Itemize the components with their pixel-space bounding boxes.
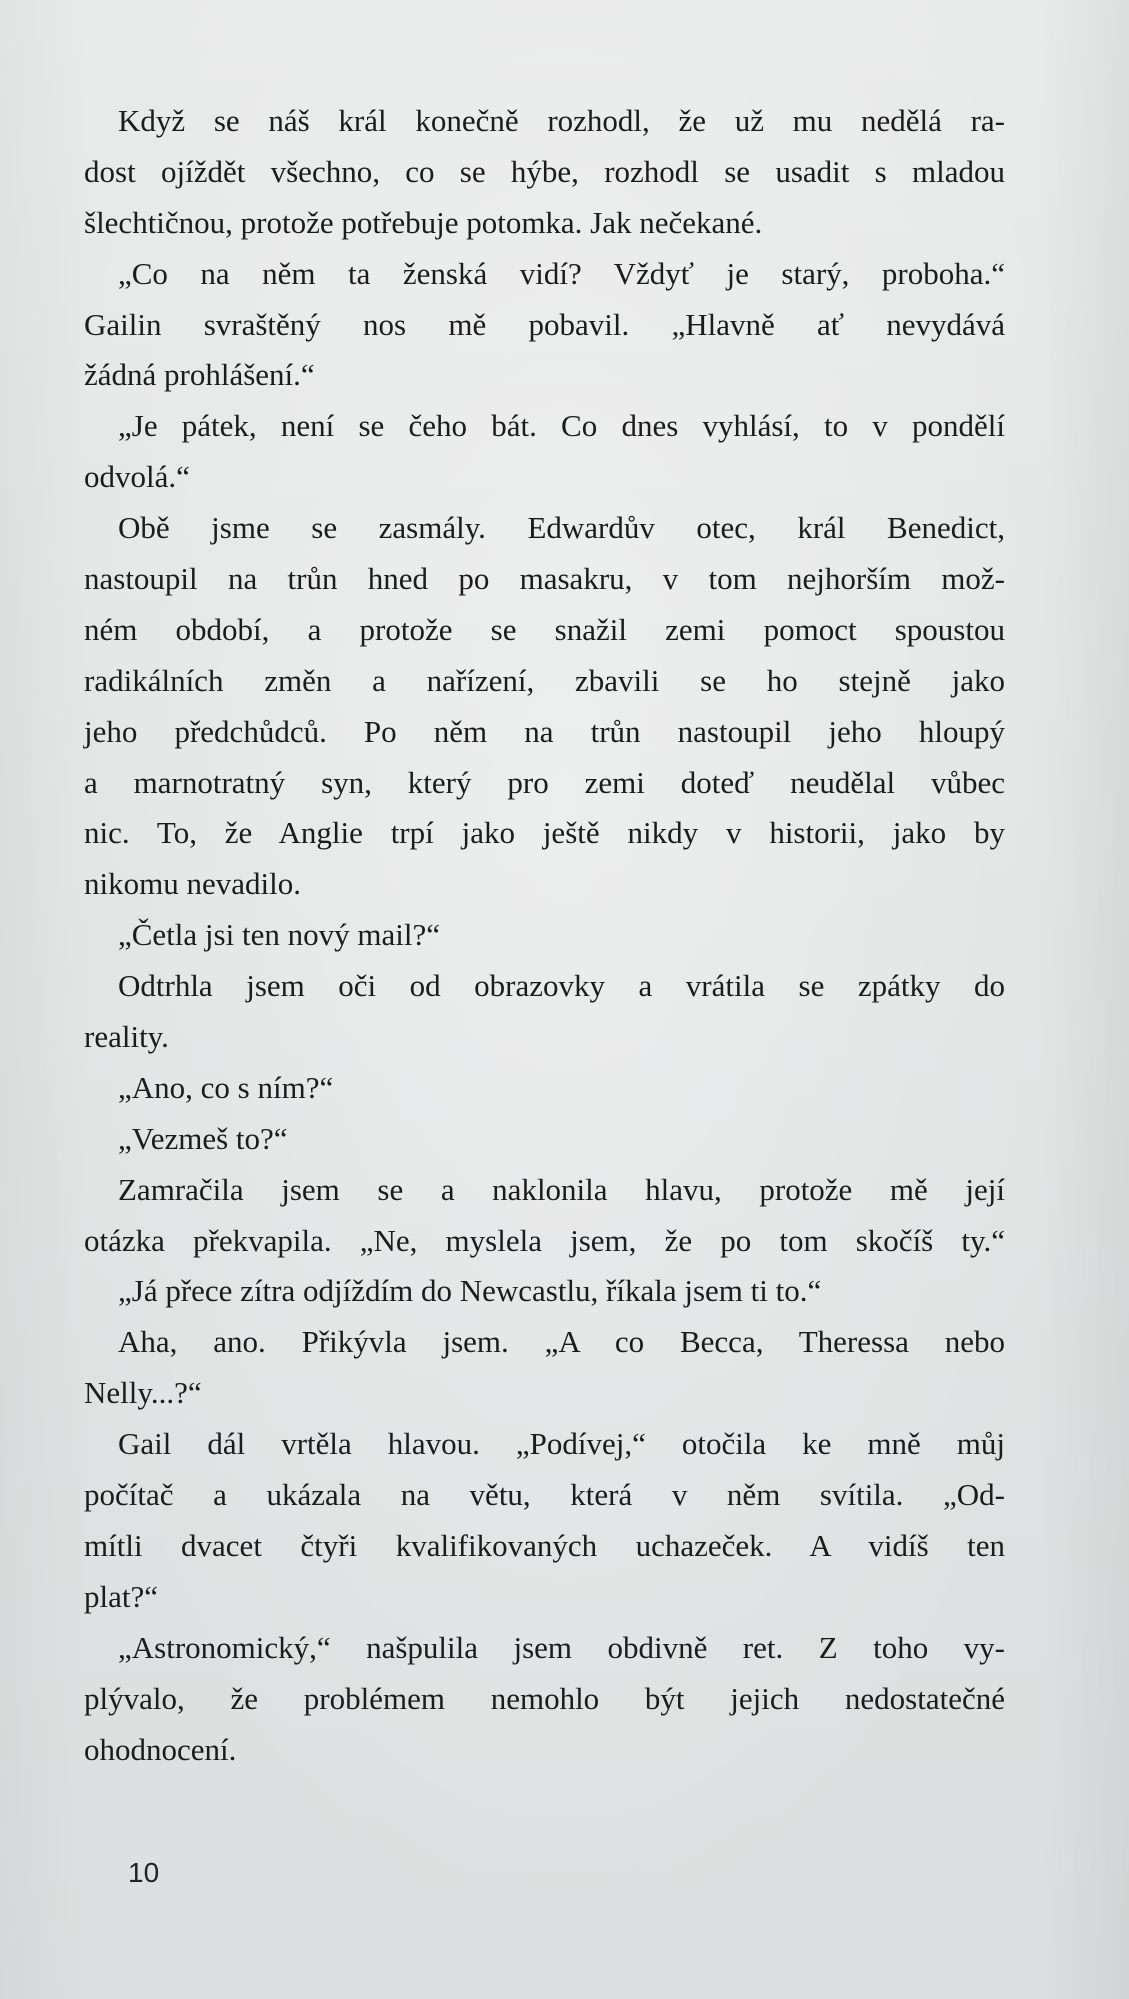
text-line: ném období, a protože se snažil zemi pomoct spoustou: [84, 611, 1005, 647]
text-line: „Já přece zítra odjíždím do Newcastlu, říkala jsem ti to.“: [118, 1273, 822, 1309]
body-text: [84, 96, 1005, 1775]
text-line: mítli dvacet čtyři kvalifikovaných uchazeček. A vidíš ten: [84, 1527, 1005, 1563]
text-line: radikálních změn a nařízení, zbavili se ho stejně jako: [84, 662, 1005, 698]
text-line: počítač a ukázala na větu, která v něm svítila. „Od-: [84, 1477, 1005, 1513]
text-line: nic. To, že Anglie trpí jako ještě nikdy v historii, jako by: [84, 815, 1005, 851]
text-line: nastoupil na trůn hned po masakru, v tom nejhorším mož-: [84, 561, 1005, 597]
text-line: dost ojíždět všechno, co se hýbe, rozhodl se usadit s mladou: [84, 153, 1005, 189]
text-line: otázka překvapila. „Ne, myslela jsem, že po tom skočíš ty.“: [84, 1222, 1005, 1258]
page-number: 10: [128, 1857, 160, 1888]
text-line: Zamračila jsem se a naklonila hlavu, protože mě její: [118, 1171, 1005, 1207]
text-line: jeho předchůdců. Po něm na trůn nastoupil jeho hloupý: [84, 713, 1005, 749]
text-line: „Co na něm ta ženská vidí? Vždyť je starý, proboha.“: [118, 255, 1005, 291]
text-line: žádná prohlášení.“: [84, 357, 315, 393]
text-line: šlechtičnou, protože potřebuje potomka. Jak nečekané.: [84, 204, 763, 240]
text-line: ohodnocení.: [84, 1731, 237, 1767]
text-line: reality.: [84, 1019, 169, 1055]
text-line: Odtrhla jsem oči od obrazovky a vrátila se zpátky do: [118, 968, 1005, 1004]
text-line: „Četla jsi ten nový mail?“: [118, 917, 440, 953]
text-line: „Vezmeš to?“: [118, 1120, 288, 1156]
text-line: odvolá.“: [84, 459, 190, 495]
text-line: „Astronomický,“ našpulila jsem obdivně ret. Z toho vy-: [118, 1629, 1005, 1665]
text-line: Gailin svraštěný nos mě pobavil. „Hlavně ať nevydává: [84, 306, 1005, 342]
text-line: Gail dál vrtěla hlavou. „Podívej,“ otočila ke mně můj: [118, 1426, 1005, 1462]
text-line: Aha, ano. Přikývla jsem. „A co Becca, Theressa nebo: [118, 1324, 1005, 1360]
text-line: „Je pátek, není se čeho bát. Co dnes vyhlásí, to v pondělí: [118, 408, 1005, 444]
text-line: plývalo, že problémem nemohlo být jejich nedostatečné: [84, 1680, 1005, 1716]
text-line: Obě jsme se zasmály. Edwardův otec, král Benedict,: [118, 510, 1005, 546]
text-line: Nelly...?“: [84, 1375, 202, 1411]
text-line: „Ano, co s ním?“: [118, 1069, 334, 1105]
text-line: nikomu nevadilo.: [84, 866, 301, 902]
text-line: Když se náš král konečně rozhodl, že už mu nedělá ra-: [118, 103, 1005, 138]
text-line: a marnotratný syn, který pro zemi doteď neudělal vůbec: [84, 764, 1005, 800]
text-line: plat?“: [84, 1578, 159, 1614]
